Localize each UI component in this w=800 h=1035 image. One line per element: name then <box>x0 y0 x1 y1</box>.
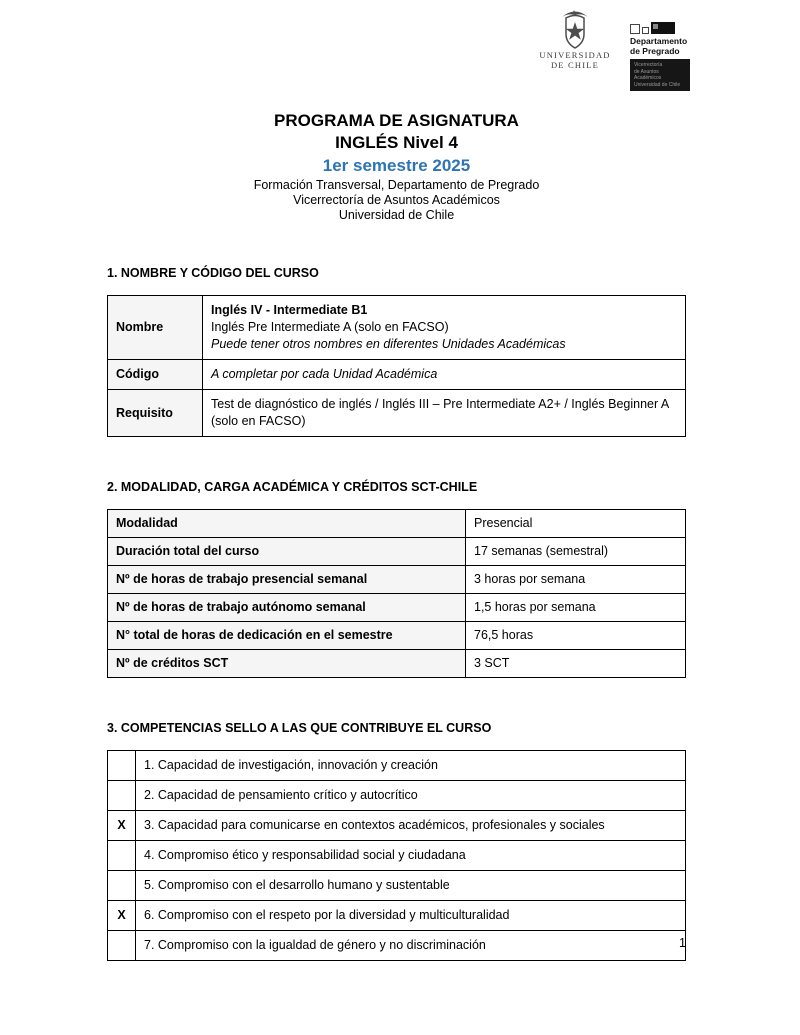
table-row <box>108 901 686 931</box>
subtitle-line2: Vicerrectoría de Asuntos Académicos <box>293 193 500 207</box>
table-row <box>108 510 686 538</box>
table-row-codigo <box>108 360 686 390</box>
table-row-nombre <box>108 296 686 360</box>
table-row <box>108 650 686 678</box>
row-value-requisito: Test de diagnóstico de inglés / Inglés III – Pre Intermediate A2+ / Inglés Beginner A (solo en FACSO) <box>203 390 686 437</box>
pregrado-logo-text-line1: Departamento <box>630 36 688 46</box>
competencia-mark <box>108 931 136 961</box>
competencia-text: 7. Compromiso con la igualdad de género y no discriminación <box>136 931 686 961</box>
course-name-primary: Inglés IV - Intermediate B1 <box>211 303 368 317</box>
competencia-text: 6. Compromiso con el respeto por la diversidad y multiculturalidad <box>136 901 686 931</box>
subtitle-line3: Universidad de Chile <box>338 208 455 222</box>
course-name-note: Puede tener otros nombres en diferentes Unidades Académicas <box>211 337 566 351</box>
row-value: 17 semanas (semestral) <box>466 538 686 566</box>
universidad-de-chile-logo <box>540 8 610 70</box>
table-row <box>108 931 686 961</box>
document-title: PROGRAMA DE ASIGNATURA <box>274 111 519 130</box>
page-number: 1 <box>679 936 686 950</box>
pregrado-pixel-icon <box>630 20 694 34</box>
pregrado-sub-line1: Vicerrectoría <box>634 62 663 68</box>
table-row <box>108 566 686 594</box>
pregrado-sub-line3: Universidad de Chile <box>634 81 681 88</box>
section-2-heading: 2. MODALIDAD, CARGA ACADÉMICA Y CRÉDITOS SCT-CHILE <box>107 480 478 494</box>
table-row-requisito <box>108 390 686 437</box>
row-label: Nº de horas de trabajo presencial semanal <box>108 566 466 594</box>
uchile-logo-text-line1: UNIVERSIDAD <box>539 50 611 60</box>
row-label: Modalidad <box>108 510 466 538</box>
table-row <box>108 781 686 811</box>
competencia-text: 2. Capacidad de pensamiento crítico y autocrítico <box>136 781 686 811</box>
competencia-mark: X <box>108 901 136 931</box>
competencia-text: 3. Capacidad para comunicarse en contextos académicos, profesionales y sociales <box>136 811 686 841</box>
row-label-requisito: Requisito <box>108 390 203 437</box>
pregrado-sub-line2: de Asuntos Académicos <box>634 68 662 81</box>
row-label: Nº de créditos SCT <box>108 650 466 678</box>
row-label-nombre: Nombre <box>108 296 203 360</box>
row-label: N° total de horas de dedicación en el semestre <box>108 622 466 650</box>
row-value: 3 horas por semana <box>466 566 686 594</box>
uchile-crest-icon <box>557 8 593 50</box>
row-value: 1,5 horas por semana <box>466 594 686 622</box>
course-title: INGLÉS Nivel 4 <box>335 133 458 152</box>
table-row <box>108 871 686 901</box>
competencia-text: 1. Capacidad de investigación, innovación y creación <box>136 751 686 781</box>
table-row <box>108 538 686 566</box>
uchile-logo-text-line2: DE CHILE <box>550 60 600 70</box>
modality-credits-table <box>107 509 686 678</box>
competencias-table <box>107 750 686 961</box>
section-3-heading: 3. COMPETENCIAS SELLO A LAS QUE CONTRIBUYE EL CURSO <box>107 721 492 735</box>
semester-title: 1er semestre 2025 <box>322 156 471 175</box>
competencia-mark <box>108 781 136 811</box>
section-1-heading: 1. NOMBRE Y CÓDIGO DEL CURSO <box>107 266 319 280</box>
row-label-codigo: Código <box>108 360 203 390</box>
course-name-alt: Inglés Pre Intermediate A (solo en FACSO) <box>211 320 449 334</box>
subtitle-line1: Formación Transversal, Departamento de Pregrado <box>253 178 540 192</box>
departamento-pregrado-logo <box>630 8 694 91</box>
course-name-code-table <box>107 295 686 437</box>
row-value: Presencial <box>466 510 686 538</box>
row-value: 3 SCT <box>466 650 686 678</box>
competencia-mark <box>108 751 136 781</box>
competencia-text: 4. Compromiso ético y responsabilidad social y ciudadana <box>136 841 686 871</box>
competencia-text: 5. Compromiso con el desarrollo humano y sustentable <box>136 871 686 901</box>
competencia-mark <box>108 871 136 901</box>
table-row <box>108 811 686 841</box>
pregrado-sub-box <box>630 59 690 91</box>
row-value: 76,5 horas <box>466 622 686 650</box>
header-logos <box>540 8 694 91</box>
table-row <box>108 751 686 781</box>
pregrado-logo-text-line2: de Pregrado <box>630 45 680 56</box>
row-value-nombre <box>203 296 686 360</box>
title-block <box>107 110 686 223</box>
row-label: Duración total del curso <box>108 538 466 566</box>
row-label: Nº de horas de trabajo autónomo semanal <box>108 594 466 622</box>
row-value-codigo: A completar por cada Unidad Académica <box>203 360 686 390</box>
table-row <box>108 622 686 650</box>
competencia-mark: X <box>108 811 136 841</box>
competencia-mark <box>108 841 136 871</box>
table-row <box>108 841 686 871</box>
table-row <box>108 594 686 622</box>
